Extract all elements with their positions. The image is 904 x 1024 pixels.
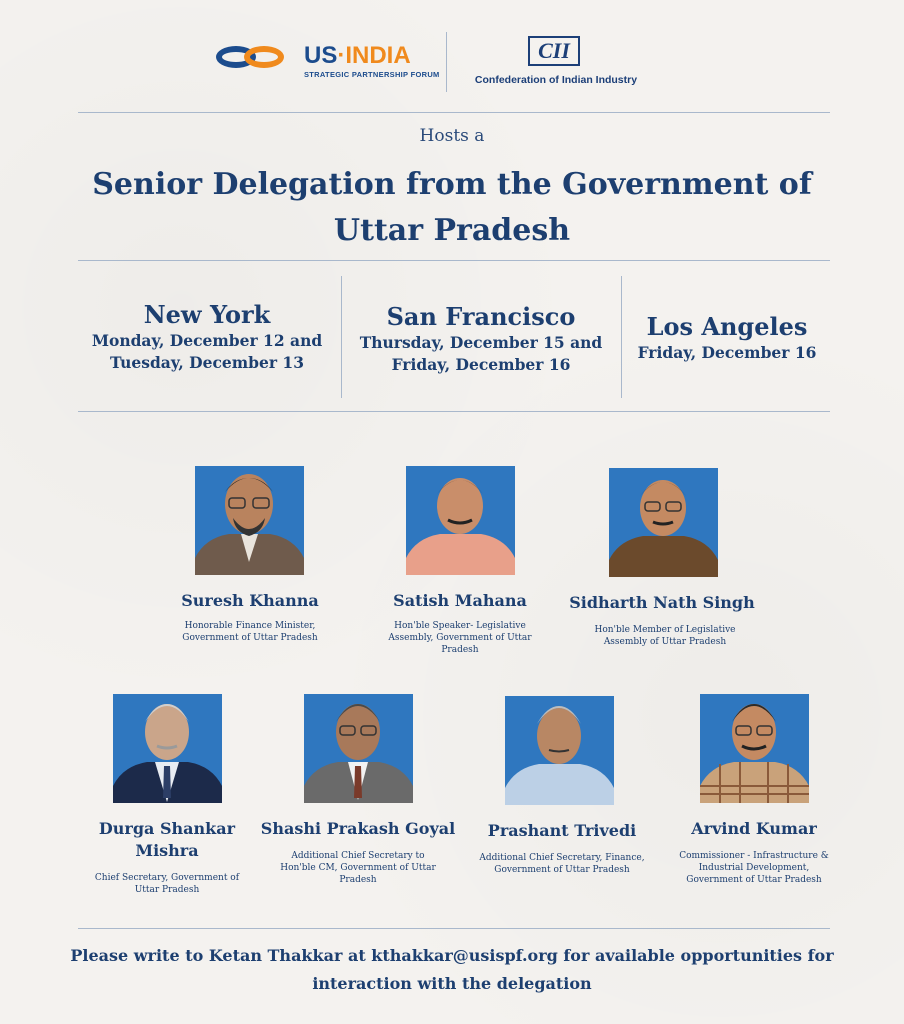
delegate-name: Durga Shankar Mishra [98,819,236,860]
delegate-name: Shashi Prakash Goyal [260,819,456,838]
delegate-photo [304,694,413,803]
city-los-angeles [632,312,822,364]
city-new-york [82,300,332,374]
intro-text: Hosts a [419,126,485,146]
delegate-name: Arvind Kumar [691,819,817,838]
divider [78,260,830,261]
cii-logo-mark: CII [528,36,580,66]
contact-note: Please write to Ketan Thakkar at kthakkar@usispf.org for available opportunities for interaction with the delegation [70,946,834,993]
delegate-photo [113,694,222,803]
city-divider [621,276,622,398]
delegate-name: Suresh Khanna [181,591,319,610]
delegate-role: Additional Chief Secretary to Hon'ble CM, Government of Uttar Pradesh [280,851,436,885]
city-san-francisco [350,302,612,376]
delegate-photo [700,694,809,803]
city-dates: Thursday, December 15 and Friday, December 16 [359,333,603,374]
city-dates: Friday, December 16 [637,343,817,362]
city-name: Los Angeles [646,312,808,341]
delegate-photo [195,466,304,575]
divider [78,928,830,929]
city-name: San Francisco [386,302,576,331]
usispf-brand: US·INDIA [304,42,411,69]
delegate-name: Sidharth Nath Singh [569,593,755,612]
city-dates: Monday, December 12 and Tuesday, December 13 [91,331,323,372]
divider [78,411,830,412]
delegate-role: Chief Secretary, Government of Uttar Pradesh [94,873,240,895]
usispf-logo [216,40,440,82]
divider [78,112,830,113]
logo-divider [446,32,447,92]
delegate-role: Hon'ble Speaker- Legislative Assembly, Government of Uttar Pradesh [388,621,532,655]
city-name: New York [143,300,271,329]
cii-logo-name: Confederation of Indian Industry [474,74,638,86]
usispf-subtitle: STRATEGIC PARTNERSHIP FORUM [304,70,440,79]
city-divider [341,276,342,398]
delegate-role: Hon'ble Member of Legislative Assembly of Uttar Pradesh [594,625,736,647]
delegate-role: Honorable Finance Minister, Government of Uttar Pradesh [182,621,318,643]
delegate-name: Prashant Trivedi [487,821,637,840]
delegate-role: Commissioner - Infrastructure & Industrial Development, Government of Uttar Pradesh [679,851,829,885]
delegate-photo [505,696,614,805]
page-title: Senior Delegation from the Government of Uttar Pradesh [92,167,812,248]
delegate-name: Satish Mahana [393,591,527,610]
delegate-role: Additional Chief Secretary, Finance, Government of Uttar Pradesh [479,853,645,875]
usispf-ring-icon [244,46,284,68]
delegate-photo [406,466,515,575]
delegate-photo [609,468,718,577]
